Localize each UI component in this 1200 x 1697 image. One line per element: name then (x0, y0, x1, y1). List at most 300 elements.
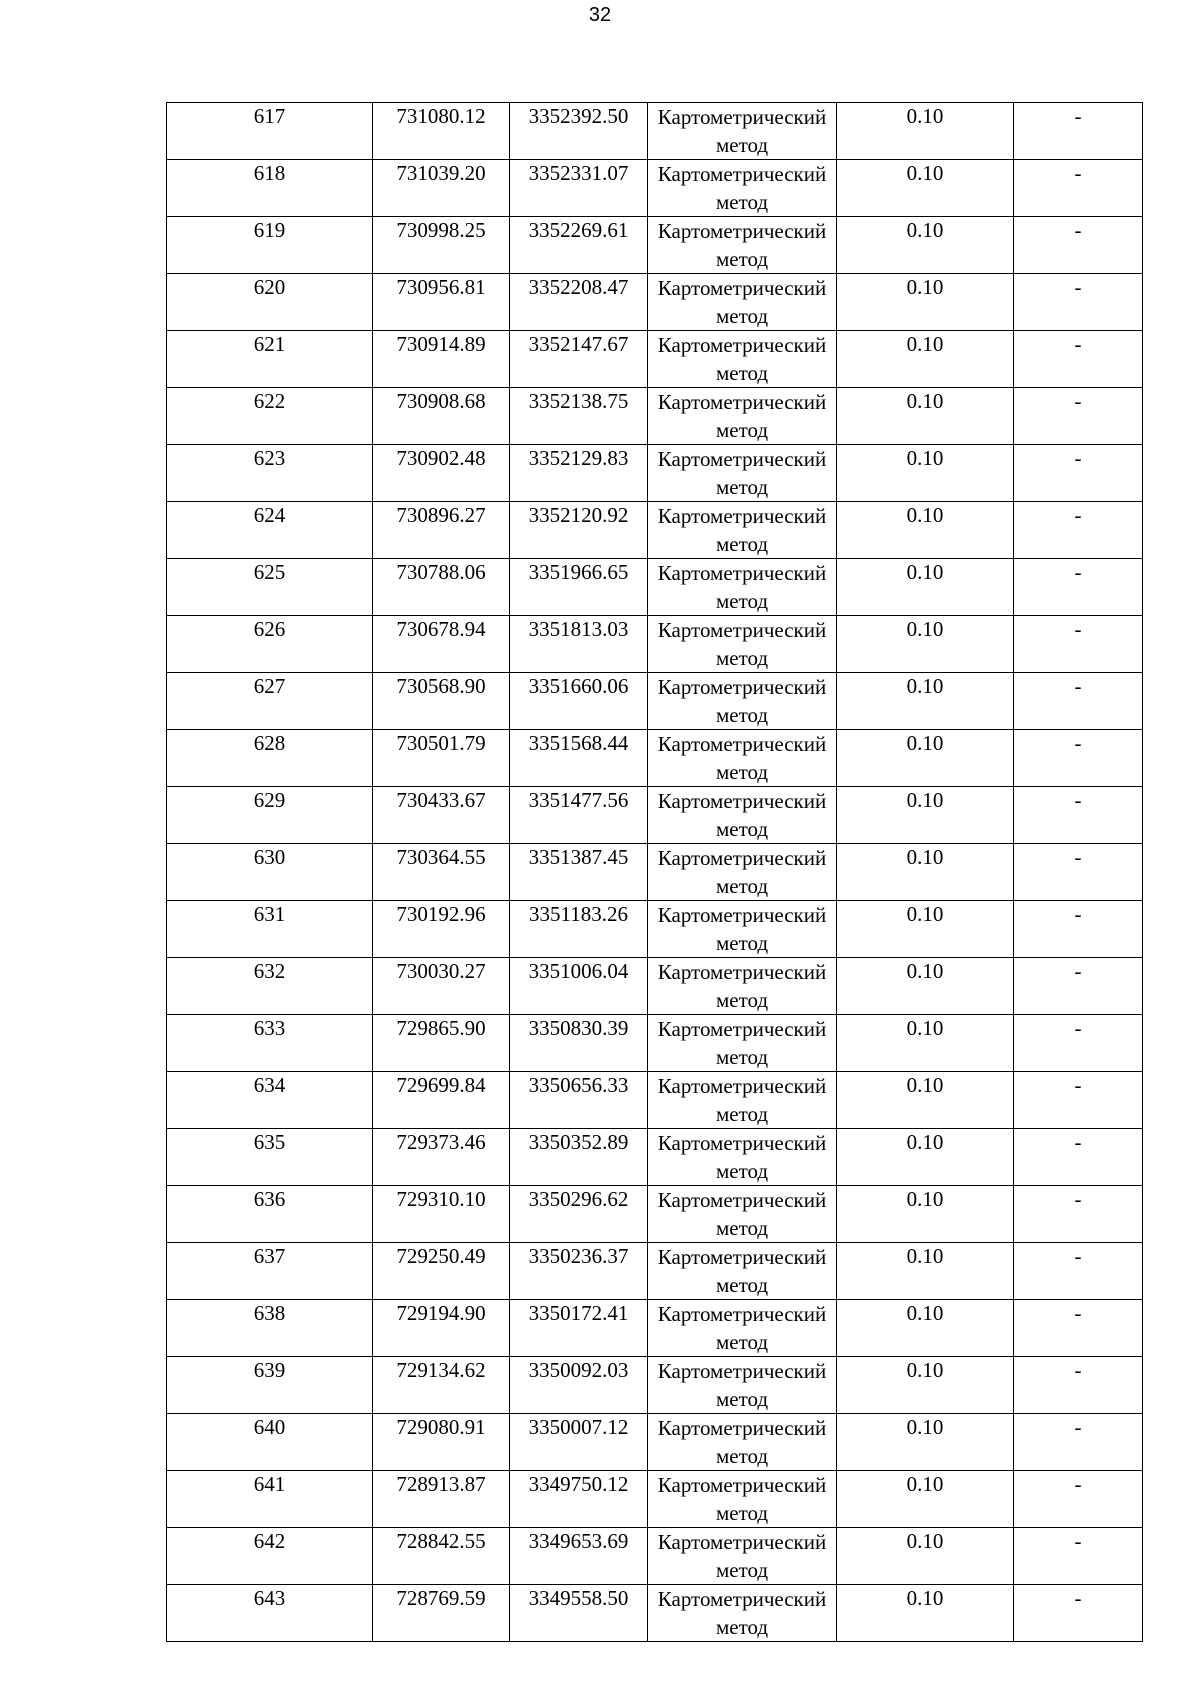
method-line-1: Картометрический (657, 276, 827, 300)
method-line-1: Картометрический (657, 789, 827, 813)
x-coordinate-cell (373, 787, 510, 844)
method-line-2: метод (715, 1330, 769, 1354)
point-number-value: 628 (253, 731, 286, 755)
note-value: - (1074, 959, 1082, 983)
x-coordinate-cell (373, 1528, 510, 1585)
y-coordinate-cell (510, 1072, 648, 1129)
method-cell (648, 1585, 837, 1642)
x-coordinate-cell (373, 445, 510, 502)
note-value: - (1074, 1130, 1082, 1154)
x-coordinate-cell (373, 1015, 510, 1072)
note-value: - (1074, 104, 1082, 128)
accuracy-value: 0.10 (906, 446, 944, 470)
note-value: - (1074, 332, 1082, 356)
method-line-2: метод (715, 1501, 769, 1525)
note-value: - (1074, 617, 1082, 641)
point-number-cell (167, 1471, 373, 1528)
accuracy-cell (837, 331, 1014, 388)
method-line-1: Картометрический (657, 960, 827, 984)
point-number-value: 624 (253, 503, 286, 527)
point-number-cell (167, 1186, 373, 1243)
method-cell (648, 787, 837, 844)
y-coordinate-value: 3351183.26 (529, 902, 628, 926)
point-number-cell (167, 1357, 373, 1414)
method-cell (648, 1015, 837, 1072)
point-number-cell (167, 331, 373, 388)
accuracy-value: 0.10 (906, 1073, 944, 1097)
point-number-cell (167, 559, 373, 616)
note-value: - (1074, 1529, 1082, 1553)
y-coordinate-cell (510, 1243, 648, 1300)
note-value: - (1074, 845, 1082, 869)
method-line-1: Картометрический (657, 1188, 827, 1212)
accuracy-cell (837, 844, 1014, 901)
x-coordinate-value: 729865.90 (396, 1016, 486, 1040)
accuracy-value: 0.10 (906, 503, 944, 527)
note-value: - (1074, 1586, 1082, 1610)
x-coordinate-value: 729373.46 (396, 1130, 486, 1154)
point-number-value: 625 (253, 560, 286, 584)
method-line-2: метод (715, 1444, 769, 1468)
point-number-cell (167, 388, 373, 445)
method-cell (648, 1528, 837, 1585)
x-coordinate-cell (373, 160, 510, 217)
accuracy-cell (837, 103, 1014, 160)
x-coordinate-value: 730192.96 (396, 902, 486, 926)
point-number-value: 642 (253, 1529, 286, 1553)
method-cell (648, 388, 837, 445)
method-line-2: метод (715, 1615, 769, 1639)
x-coordinate-cell (373, 1129, 510, 1186)
note-cell (1014, 1528, 1143, 1585)
y-coordinate-cell (510, 502, 648, 559)
table-row (167, 445, 1143, 502)
table-row (167, 1585, 1143, 1642)
x-coordinate-value: 730956.81 (396, 275, 486, 299)
note-cell (1014, 559, 1143, 616)
method-line-1: Картометрический (657, 1359, 827, 1383)
point-number-cell (167, 160, 373, 217)
method-line-2: метод (715, 304, 769, 328)
y-coordinate-value: 3351387.45 (528, 845, 629, 869)
method-line-1: Картометрический (657, 561, 827, 585)
point-number-value: 629 (253, 788, 286, 812)
note-value: - (1074, 218, 1082, 242)
point-number-value: 641 (253, 1472, 286, 1496)
x-coordinate-value: 729250.49 (396, 1244, 486, 1268)
x-coordinate-value: 729194.90 (396, 1301, 486, 1325)
point-number-cell (167, 1585, 373, 1642)
x-coordinate-value: 730788.06 (396, 560, 486, 584)
note-value: - (1074, 1016, 1082, 1040)
table-row (167, 103, 1143, 160)
point-number-value: 626 (253, 617, 286, 641)
method-line-2: метод (715, 760, 769, 784)
y-coordinate-value: 3350172.41 (528, 1301, 629, 1325)
y-coordinate-value: 3351966.65 (528, 560, 629, 584)
y-coordinate-value: 3350656.33 (528, 1073, 629, 1097)
y-coordinate-value: 3350092.03 (528, 1358, 629, 1382)
method-line-2: метод (715, 931, 769, 955)
method-cell (648, 103, 837, 160)
method-line-1: Картометрический (657, 1530, 827, 1554)
accuracy-cell (837, 1300, 1014, 1357)
accuracy-cell (837, 1129, 1014, 1186)
note-cell (1014, 844, 1143, 901)
point-number-value: 636 (253, 1187, 286, 1211)
accuracy-value: 0.10 (906, 1472, 944, 1496)
point-number-cell (167, 616, 373, 673)
point-number-cell (167, 1528, 373, 1585)
note-cell (1014, 901, 1143, 958)
y-coordinate-cell (510, 103, 648, 160)
note-cell (1014, 958, 1143, 1015)
y-coordinate-cell (510, 160, 648, 217)
point-number-cell (167, 445, 373, 502)
accuracy-cell (837, 673, 1014, 730)
x-coordinate-value: 730896.27 (396, 503, 486, 527)
coordinates-table-body (167, 103, 1143, 1642)
note-value: - (1074, 1472, 1082, 1496)
x-coordinate-value: 730678.94 (396, 617, 486, 641)
table-row (167, 730, 1143, 787)
point-number-value: 631 (253, 902, 286, 926)
table-row (167, 559, 1143, 616)
x-coordinate-value: 729134.62 (396, 1358, 486, 1382)
x-coordinate-value: 729080.91 (396, 1415, 486, 1439)
table-row (167, 1243, 1143, 1300)
y-coordinate-cell (510, 1528, 648, 1585)
y-coordinate-cell (510, 616, 648, 673)
table-row (167, 1015, 1143, 1072)
method-line-2: метод (715, 1387, 769, 1411)
point-number-cell (167, 1300, 373, 1357)
table-row (167, 958, 1143, 1015)
point-number-value: 623 (253, 446, 286, 470)
note-cell (1014, 502, 1143, 559)
note-value: - (1074, 275, 1082, 299)
y-coordinate-cell (510, 1015, 648, 1072)
x-coordinate-value: 731080.12 (396, 104, 486, 128)
method-line-2: метод (715, 1558, 769, 1582)
table-row (167, 1414, 1143, 1471)
note-cell (1014, 1186, 1143, 1243)
method-cell (648, 1471, 837, 1528)
note-cell (1014, 1129, 1143, 1186)
method-cell (648, 331, 837, 388)
note-value: - (1074, 446, 1082, 470)
x-coordinate-cell (373, 1585, 510, 1642)
point-number-cell (167, 1414, 373, 1471)
table-row (167, 1072, 1143, 1129)
point-number-value: 619 (253, 218, 286, 242)
method-line-1: Картометрический (657, 219, 827, 243)
x-coordinate-value: 728769.59 (396, 1586, 486, 1610)
method-line-2: метод (715, 532, 769, 556)
accuracy-cell (837, 1072, 1014, 1129)
x-coordinate-value: 728913.87 (396, 1472, 486, 1496)
note-cell (1014, 1300, 1143, 1357)
note-value: - (1074, 161, 1082, 185)
accuracy-value: 0.10 (906, 1529, 944, 1553)
x-coordinate-cell (373, 730, 510, 787)
accuracy-cell (837, 1528, 1014, 1585)
method-cell (648, 1357, 837, 1414)
x-coordinate-value: 730914.89 (396, 332, 486, 356)
note-value: - (1074, 1415, 1082, 1439)
table-row (167, 1357, 1143, 1414)
x-coordinate-cell (373, 958, 510, 1015)
method-cell (648, 673, 837, 730)
point-number-cell (167, 1129, 373, 1186)
y-coordinate-value: 3352120.92 (528, 503, 629, 527)
accuracy-value: 0.10 (906, 959, 944, 983)
y-coordinate-cell (510, 217, 648, 274)
note-cell (1014, 274, 1143, 331)
x-coordinate-cell (373, 673, 510, 730)
accuracy-value: 0.10 (906, 161, 944, 185)
y-coordinate-cell (510, 730, 648, 787)
point-number-cell (167, 103, 373, 160)
note-value: - (1074, 503, 1082, 527)
accuracy-cell (837, 274, 1014, 331)
point-number-value: 640 (253, 1415, 286, 1439)
point-number-cell (167, 958, 373, 1015)
point-number-value: 633 (253, 1016, 286, 1040)
x-coordinate-value: 730902.48 (396, 446, 486, 470)
x-coordinate-value: 730364.55 (396, 845, 486, 869)
x-coordinate-value: 730501.79 (396, 731, 486, 755)
method-line-1: Картометрический (657, 1131, 827, 1155)
note-cell (1014, 217, 1143, 274)
x-coordinate-cell (373, 1243, 510, 1300)
accuracy-cell (837, 388, 1014, 445)
y-coordinate-value: 3349750.12 (528, 1472, 629, 1496)
accuracy-value: 0.10 (906, 902, 944, 926)
method-cell (648, 274, 837, 331)
x-coordinate-cell (373, 331, 510, 388)
y-coordinate-value: 3351477.56 (528, 788, 629, 812)
point-number-value: 618 (253, 161, 286, 185)
method-line-2: метод (715, 1102, 769, 1126)
note-cell (1014, 445, 1143, 502)
x-coordinate-value: 730030.27 (396, 959, 486, 983)
point-number-cell (167, 1243, 373, 1300)
accuracy-value: 0.10 (906, 674, 944, 698)
method-line-2: метод (715, 1273, 769, 1297)
accuracy-cell (837, 559, 1014, 616)
note-cell (1014, 1471, 1143, 1528)
accuracy-cell (837, 1186, 1014, 1243)
x-coordinate-value: 729699.84 (396, 1073, 486, 1097)
method-cell (648, 160, 837, 217)
method-line-2: метод (715, 646, 769, 670)
y-coordinate-cell (510, 1414, 648, 1471)
method-line-1: Картометрический (657, 1473, 827, 1497)
method-cell (648, 1243, 837, 1300)
accuracy-cell (837, 1471, 1014, 1528)
point-number-cell (167, 844, 373, 901)
y-coordinate-cell (510, 901, 648, 958)
point-number-value: 635 (253, 1130, 286, 1154)
accuracy-cell (837, 1243, 1014, 1300)
point-number-value: 620 (253, 275, 286, 299)
accuracy-cell (837, 901, 1014, 958)
accuracy-value: 0.10 (906, 1130, 944, 1154)
y-coordinate-cell (510, 1585, 648, 1642)
accuracy-value: 0.10 (906, 332, 944, 356)
method-cell (648, 1072, 837, 1129)
note-value: - (1074, 1301, 1082, 1325)
note-cell (1014, 1243, 1143, 1300)
point-number-value: 639 (253, 1358, 286, 1382)
method-line-2: метод (715, 703, 769, 727)
method-line-2: метод (715, 1216, 769, 1240)
method-line-1: Картометрический (657, 618, 827, 642)
y-coordinate-value: 3350830.39 (528, 1016, 629, 1040)
y-coordinate-cell (510, 673, 648, 730)
accuracy-cell (837, 1585, 1014, 1642)
note-cell (1014, 787, 1143, 844)
method-line-2: метод (715, 1045, 769, 1069)
accuracy-cell (837, 730, 1014, 787)
table-row (167, 673, 1143, 730)
page-number: 32 (588, 4, 612, 26)
method-cell (648, 1414, 837, 1471)
method-line-2: метод (715, 361, 769, 385)
point-number-value: 622 (253, 389, 286, 413)
y-coordinate-value: 3351568.44 (528, 731, 629, 755)
x-coordinate-value: 731039.20 (396, 161, 486, 185)
accuracy-value: 0.10 (906, 1301, 944, 1325)
note-cell (1014, 331, 1143, 388)
point-number-value: 627 (253, 674, 286, 698)
x-coordinate-cell (373, 616, 510, 673)
method-line-2: метод (715, 418, 769, 442)
point-number-cell (167, 1072, 373, 1129)
method-line-2: метод (715, 247, 769, 271)
point-number-cell (167, 730, 373, 787)
note-cell (1014, 388, 1143, 445)
point-number-value: 643 (253, 1586, 286, 1610)
y-coordinate-value: 3352269.61 (528, 218, 629, 242)
accuracy-value: 0.10 (906, 1016, 944, 1040)
y-coordinate-value: 3351660.06 (528, 674, 629, 698)
point-number-value: 630 (253, 845, 286, 869)
y-coordinate-value: 3351006.04 (528, 959, 629, 983)
method-line-1: Картометрический (657, 1416, 827, 1440)
accuracy-value: 0.10 (906, 617, 944, 641)
method-line-1: Картометрический (657, 162, 827, 186)
note-value: - (1074, 1244, 1082, 1268)
x-coordinate-cell (373, 1300, 510, 1357)
point-number-value: 638 (253, 1301, 286, 1325)
method-line-2: метод (715, 475, 769, 499)
y-coordinate-value: 3350352.89 (528, 1130, 629, 1154)
accuracy-cell (837, 787, 1014, 844)
note-cell (1014, 1414, 1143, 1471)
x-coordinate-cell (373, 901, 510, 958)
accuracy-value: 0.10 (906, 845, 944, 869)
table-row (167, 274, 1143, 331)
x-coordinate-value: 730568.90 (396, 674, 486, 698)
note-value: - (1074, 560, 1082, 584)
x-coordinate-cell (373, 388, 510, 445)
x-coordinate-cell (373, 1072, 510, 1129)
accuracy-value: 0.10 (906, 1187, 944, 1211)
method-line-1: Картометрический (657, 333, 827, 357)
method-line-2: метод (715, 874, 769, 898)
accuracy-cell (837, 958, 1014, 1015)
note-cell (1014, 160, 1143, 217)
method-line-2: метод (715, 589, 769, 613)
x-coordinate-cell (373, 1414, 510, 1471)
table-row (167, 1528, 1143, 1585)
note-value: - (1074, 1073, 1082, 1097)
method-cell (648, 901, 837, 958)
accuracy-value: 0.10 (906, 1358, 944, 1382)
note-cell (1014, 673, 1143, 730)
method-cell (648, 1129, 837, 1186)
x-coordinate-cell (373, 1357, 510, 1414)
accuracy-cell (837, 445, 1014, 502)
note-cell (1014, 103, 1143, 160)
y-coordinate-cell (510, 331, 648, 388)
point-number-cell (167, 217, 373, 274)
x-coordinate-value: 730998.25 (396, 218, 486, 242)
method-cell (648, 844, 837, 901)
y-coordinate-cell (510, 844, 648, 901)
y-coordinate-cell (510, 1471, 648, 1528)
note-value: - (1074, 1187, 1082, 1211)
point-number-value: 634 (253, 1073, 286, 1097)
table-row (167, 787, 1143, 844)
method-line-2: метод (715, 1159, 769, 1183)
accuracy-cell (837, 502, 1014, 559)
x-coordinate-cell (373, 274, 510, 331)
accuracy-value: 0.10 (906, 560, 944, 584)
x-coordinate-cell (373, 502, 510, 559)
y-coordinate-value: 3352208.47 (528, 275, 629, 299)
note-cell (1014, 1072, 1143, 1129)
y-coordinate-value: 3350007.12 (528, 1415, 629, 1439)
note-cell (1014, 616, 1143, 673)
y-coordinate-cell (510, 1300, 648, 1357)
point-number-cell (167, 1015, 373, 1072)
table-row (167, 160, 1143, 217)
accuracy-value: 0.10 (906, 275, 944, 299)
accuracy-cell (837, 160, 1014, 217)
note-cell (1014, 730, 1143, 787)
accuracy-value: 0.10 (906, 1586, 944, 1610)
method-line-1: Картометрический (657, 1587, 827, 1611)
y-coordinate-value: 3351813.03 (528, 617, 629, 641)
accuracy-cell (837, 1414, 1014, 1471)
y-coordinate-value: 3350296.62 (528, 1187, 629, 1211)
y-coordinate-value: 3352138.75 (528, 389, 629, 413)
table-row (167, 502, 1143, 559)
point-number-cell (167, 901, 373, 958)
method-cell (648, 502, 837, 559)
point-number-value: 637 (253, 1244, 286, 1268)
method-line-1: Картометрический (657, 1074, 827, 1098)
y-coordinate-cell (510, 787, 648, 844)
method-line-1: Картометрический (657, 675, 827, 699)
x-coordinate-cell (373, 559, 510, 616)
note-cell (1014, 1015, 1143, 1072)
accuracy-value: 0.10 (906, 104, 944, 128)
point-number-value: 617 (253, 104, 286, 128)
